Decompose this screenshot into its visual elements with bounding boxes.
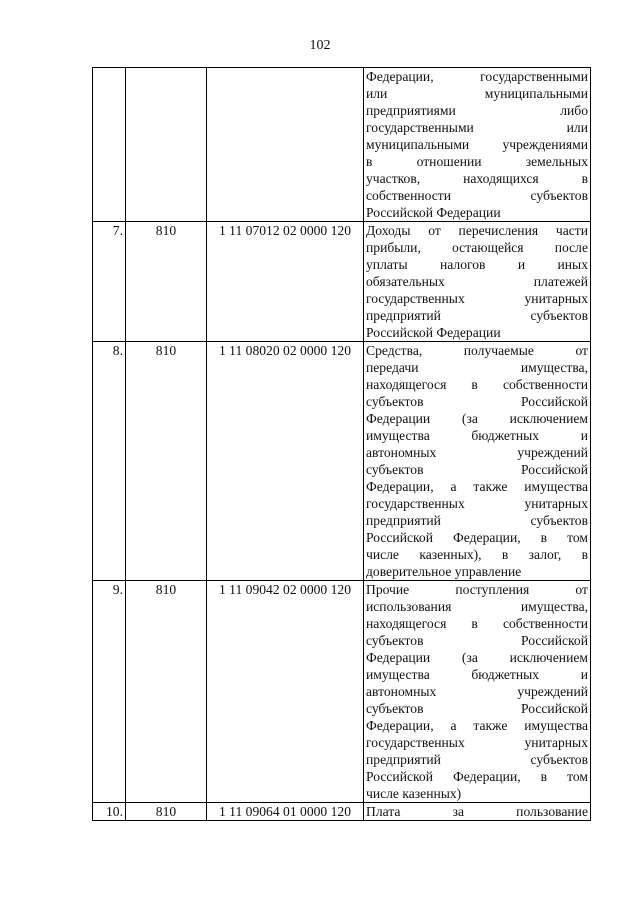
revenue-codes-table xyxy=(92,67,591,821)
description-line: передачи имущества, xyxy=(366,360,588,375)
row-number: 7. xyxy=(93,222,126,342)
description-line: Средства, получаемые от xyxy=(366,343,588,358)
description-line: участков, находящихся в xyxy=(366,171,588,186)
description-line: числе казенных), в залог, в xyxy=(366,547,588,562)
revenue-description xyxy=(364,222,591,342)
description-line: государственных унитарных xyxy=(366,496,588,511)
row-number: 9. xyxy=(93,581,126,803)
description-line: Доходы от перечисления части xyxy=(366,223,588,238)
revenue-classification-code: 1 11 07012 02 0000 120 xyxy=(207,222,364,342)
administrator-code: 810 xyxy=(126,342,207,581)
description-line: числе казенных) xyxy=(366,786,462,801)
description-line: использования имущества, xyxy=(366,599,588,614)
revenue-classification-code: 1 11 08020 02 0000 120 xyxy=(207,342,364,581)
description-line: Федерации, а также имущества xyxy=(366,479,588,494)
row-number: 10. xyxy=(93,803,126,821)
revenue-description xyxy=(364,342,591,581)
description-line: предприятий субъектов xyxy=(366,308,588,323)
description-line: Плата за пользование xyxy=(366,804,588,819)
revenue-classification-code: 1 11 09042 02 0000 120 xyxy=(207,581,364,803)
table-row xyxy=(93,68,591,222)
description-line: Российской Федерации, в том xyxy=(366,530,588,545)
description-line: имущества бюджетных и xyxy=(366,667,588,682)
page-number: 102 xyxy=(309,38,331,53)
description-line: Российской Федерации xyxy=(366,205,501,220)
description-line: субъектов Российской xyxy=(366,701,588,716)
description-line: Прочие поступления от xyxy=(366,582,588,597)
description-line: государственных унитарных xyxy=(366,291,588,306)
table-row xyxy=(93,222,591,342)
revenue-description xyxy=(364,581,591,803)
administrator-code: 810 xyxy=(126,803,207,821)
description-line: имущества бюджетных и xyxy=(366,428,588,443)
table-row xyxy=(93,581,591,803)
description-line: собственности субъектов xyxy=(366,188,588,203)
description-line: автономных учреждений xyxy=(366,445,588,460)
table-row xyxy=(93,342,591,581)
description-line: уплаты налогов и иных xyxy=(366,257,588,272)
revenue-description xyxy=(364,803,591,821)
description-line: доверительное управление xyxy=(366,564,522,579)
description-line: государственных унитарных xyxy=(366,735,588,750)
revenue-description xyxy=(364,68,591,222)
administrator-code: 810 xyxy=(126,222,207,342)
description-line: муниципальными учреждениями xyxy=(366,137,588,152)
table-row xyxy=(93,803,591,821)
description-line: Федерации (за исключением xyxy=(366,411,588,426)
description-line: субъектов Российской xyxy=(366,633,588,648)
description-line: обязательных платежей xyxy=(366,274,588,289)
row-number: 8. xyxy=(93,342,126,581)
description-line: предприятий субъектов xyxy=(366,513,588,528)
description-line: государственными или xyxy=(366,120,588,135)
description-line: или муниципальными xyxy=(366,86,588,101)
description-line: предприятиями либо xyxy=(366,103,588,118)
description-line: Федерации, государственными xyxy=(366,69,588,84)
description-line: субъектов Российской xyxy=(366,462,588,477)
description-line: субъектов Российской xyxy=(366,394,588,409)
description-line: предприятий субъектов xyxy=(366,752,588,767)
description-line: Российской Федерации xyxy=(366,325,501,340)
description-line: Федерации (за исключением xyxy=(366,650,588,665)
description-line: находящегося в собственности xyxy=(366,377,588,392)
administrator-code xyxy=(126,68,207,222)
description-line: в отношении земельных xyxy=(366,154,588,169)
description-line: автономных учреждений xyxy=(366,684,588,699)
table-body xyxy=(93,68,591,821)
description-line: Российской Федерации, в том xyxy=(366,769,588,784)
administrator-code: 810 xyxy=(126,581,207,803)
description-line: находящегося в собственности xyxy=(366,616,588,631)
row-number xyxy=(93,68,126,222)
revenue-classification-code: 1 11 09064 01 0000 120 xyxy=(207,803,364,821)
description-line: Федерации, а также имущества xyxy=(366,718,588,733)
revenue-classification-code xyxy=(207,68,364,222)
description-line: прибыли, остающейся после xyxy=(366,240,588,255)
